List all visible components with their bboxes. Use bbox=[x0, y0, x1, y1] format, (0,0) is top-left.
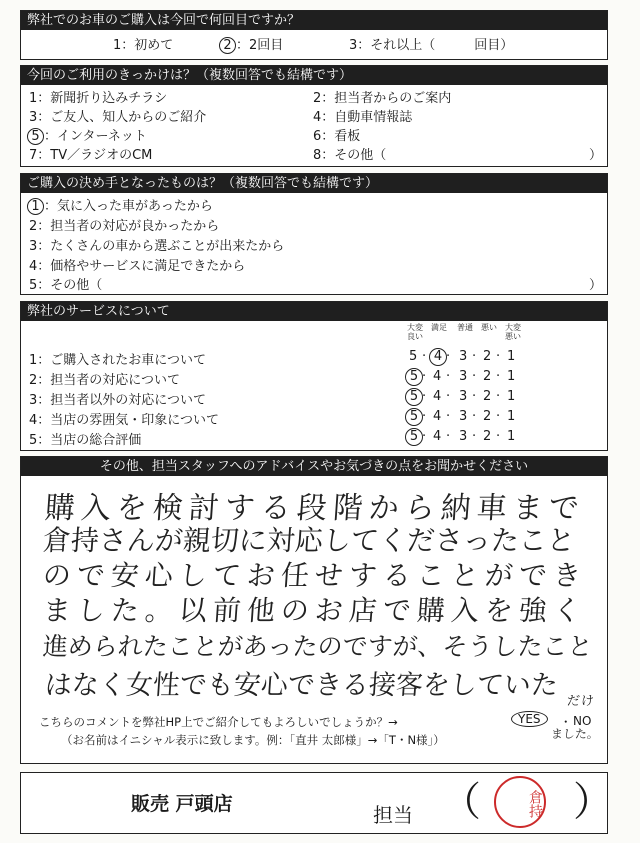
rating-option[interactable]: 2 bbox=[483, 429, 492, 444]
section-title: 今回のご利用のきっかけは？（複数回答でも結構です） bbox=[21, 66, 607, 85]
scale-dot: · bbox=[446, 369, 451, 384]
scale-dot: · bbox=[496, 369, 501, 384]
handwritten-line: ました。以前他のお店で購入を強く bbox=[41, 594, 589, 627]
rating-option[interactable]: 3 bbox=[459, 429, 468, 444]
factor-liked-car[interactable] bbox=[29, 195, 213, 215]
close-paren: ） bbox=[589, 278, 603, 293]
close-paren: ） bbox=[573, 779, 613, 825]
handwritten-line: 進められたことがあったのですが、そうしたこと bbox=[41, 632, 594, 661]
handwritten-line: 倉持さんが親切に対応してくださったこと bbox=[41, 524, 577, 557]
rating-option[interactable]: 1 bbox=[507, 369, 516, 384]
rating-option[interactable]: 3 bbox=[459, 389, 468, 404]
scale-dot: · bbox=[472, 369, 477, 384]
rating-row-label: 2：担当者の対応について bbox=[29, 373, 181, 388]
scale-dot: · bbox=[496, 409, 501, 424]
scale-dot: · bbox=[422, 349, 427, 364]
selected-circle: 2 bbox=[219, 37, 236, 54]
rating-option[interactable]: 1 bbox=[507, 389, 516, 404]
scale-dot: · bbox=[496, 429, 501, 444]
shop-name: 販売 戸頭店 bbox=[131, 793, 233, 815]
open-paren: （ bbox=[441, 779, 481, 825]
reason-magazine[interactable]: 4：自動車情報誌 bbox=[313, 110, 413, 125]
reason-label: ：インターネット bbox=[44, 129, 147, 144]
section-reason bbox=[20, 65, 608, 167]
rating-option[interactable]: 1 bbox=[507, 429, 516, 444]
option-second-time[interactable] bbox=[221, 34, 283, 54]
reason-staff[interactable]: 2：担当者からのご案内 bbox=[313, 91, 452, 106]
handwritten-line: だけ bbox=[566, 694, 596, 709]
staff-stamp bbox=[494, 776, 546, 828]
handwritten-line: はなく女性でも安心できる接客をしていた bbox=[43, 670, 559, 701]
scale-dot: · bbox=[422, 369, 427, 384]
section-title: 弊社のサービスについて bbox=[21, 302, 607, 321]
rating-option-selected[interactable]: 4 bbox=[429, 348, 447, 366]
scale-dot: · bbox=[446, 349, 451, 364]
section-title: ご購入の決め手となったものは？（複数回答でも結構です） bbox=[21, 174, 607, 193]
rating-option[interactable]: 1 bbox=[507, 409, 516, 424]
rating-option[interactable]: 4 bbox=[433, 389, 442, 404]
rating-row-label: 5：当店の総合評価 bbox=[29, 433, 142, 448]
factor-label: ：気に入った車があったから bbox=[44, 199, 213, 214]
reason-tv[interactable]: 7：TV／ラジオのCM bbox=[29, 148, 153, 163]
scale-header: 大変 悪い bbox=[505, 323, 521, 341]
handwritten-line: ました。 bbox=[550, 727, 600, 741]
handwritten-line: ので安心してお任せすることができ bbox=[41, 559, 589, 592]
scale-header: 大変 良い bbox=[407, 323, 423, 341]
selected-circle: 5 bbox=[27, 128, 44, 145]
rating-option[interactable]: 3 bbox=[459, 409, 468, 424]
initials-note: （お名前はイニシャル表示に致します。例：「直井 太郎様」→「T・N様」） bbox=[61, 733, 445, 747]
rating-option[interactable]: 2 bbox=[483, 349, 492, 364]
section-service-rating bbox=[20, 301, 608, 451]
option-label: ：2回目 bbox=[236, 38, 284, 53]
factor-selection[interactable]: 3：たくさんの車から選ぶことが出来たから bbox=[29, 239, 285, 254]
separator: ・ bbox=[560, 715, 572, 729]
rating-option[interactable]: 2 bbox=[483, 369, 492, 384]
section-title: その他、担当スタッフへのアドバイスやお気づきの点をお聞かせください bbox=[21, 457, 607, 476]
rating-option-selected[interactable]: 5 bbox=[405, 368, 423, 386]
scale-header: 普通 bbox=[457, 323, 473, 332]
rating-option-selected[interactable]: 5 bbox=[405, 428, 423, 446]
rating-row-label: 1：ご購入されたお車について bbox=[29, 353, 207, 368]
scale-dot: · bbox=[496, 349, 501, 364]
scale-header: 悪い bbox=[481, 323, 497, 332]
reason-sign[interactable]: 6：看板 bbox=[313, 129, 361, 144]
rating-option[interactable]: 3 bbox=[459, 369, 468, 384]
option-more[interactable]: 3：それ以上（ 回目） bbox=[349, 38, 514, 53]
factor-price[interactable]: 4：価格やサービスに満足できたから bbox=[29, 259, 246, 274]
scale-dot: · bbox=[446, 429, 451, 444]
selected-circle: 1 bbox=[27, 198, 44, 215]
scale-header: 満足 bbox=[431, 323, 447, 332]
no-option[interactable]: NO bbox=[573, 714, 592, 728]
option-first-time[interactable]: 1：初めて bbox=[113, 38, 174, 53]
reason-friend[interactable]: 3：ご友人、知人からのご紹介 bbox=[29, 110, 207, 125]
rating-option[interactable]: 4 bbox=[433, 429, 442, 444]
reason-other[interactable]: 8：その他（ bbox=[313, 148, 387, 163]
shop-footer bbox=[20, 772, 613, 834]
scale-dot: · bbox=[472, 349, 477, 364]
rating-row-label: 4：当店の雰囲気・印象について bbox=[29, 413, 220, 428]
factor-staff[interactable]: 2：担当者の対応が良かったから bbox=[29, 219, 220, 234]
rating-row-label: 3：担当者以外の対応について bbox=[29, 393, 207, 408]
scale-dot: · bbox=[472, 409, 477, 424]
section-title: 弊社でのお車のご購入は今回で何回目ですか？ bbox=[21, 11, 607, 30]
scale-dot: · bbox=[422, 429, 427, 444]
section-purchase-count bbox=[20, 10, 608, 60]
reason-newspaper[interactable]: 1：新聞折り込みチラシ bbox=[29, 91, 168, 106]
section-comments bbox=[20, 456, 608, 764]
stamp-text: 倉持 bbox=[527, 790, 543, 818]
scale-dot: · bbox=[422, 389, 427, 404]
scale-dot: · bbox=[496, 389, 501, 404]
rating-option[interactable]: 5 bbox=[409, 349, 418, 364]
rating-option-selected[interactable]: 5 bbox=[405, 388, 423, 406]
scale-dot: · bbox=[472, 389, 477, 404]
reason-internet[interactable] bbox=[29, 125, 147, 145]
rating-option[interactable]: 1 bbox=[507, 349, 516, 364]
rating-option[interactable]: 3 bbox=[459, 349, 468, 364]
handwritten-line: 購入を検討する段階から納車まで bbox=[43, 491, 586, 526]
rating-option[interactable]: 2 bbox=[483, 389, 492, 404]
yes-option[interactable]: YES bbox=[511, 711, 548, 727]
scale-dot: · bbox=[446, 389, 451, 404]
rating-option[interactable]: 4 bbox=[433, 409, 442, 424]
factor-other[interactable]: 5：その他（ bbox=[29, 278, 103, 293]
scale-dot: · bbox=[422, 409, 427, 424]
section-deciding-factor bbox=[20, 173, 608, 295]
scale-dot: · bbox=[472, 429, 477, 444]
close-paren: ） bbox=[589, 148, 603, 163]
scale-dot: · bbox=[446, 409, 451, 424]
consent-question: こちらのコメントを弊社HP上でご紹介してもよろしいでしょうか？→ bbox=[39, 715, 398, 729]
rating-option-selected[interactable]: 5 bbox=[405, 408, 423, 426]
staff-label: 担当 bbox=[373, 803, 413, 827]
rating-option[interactable]: 4 bbox=[433, 369, 442, 384]
rating-option[interactable]: 2 bbox=[483, 409, 492, 424]
